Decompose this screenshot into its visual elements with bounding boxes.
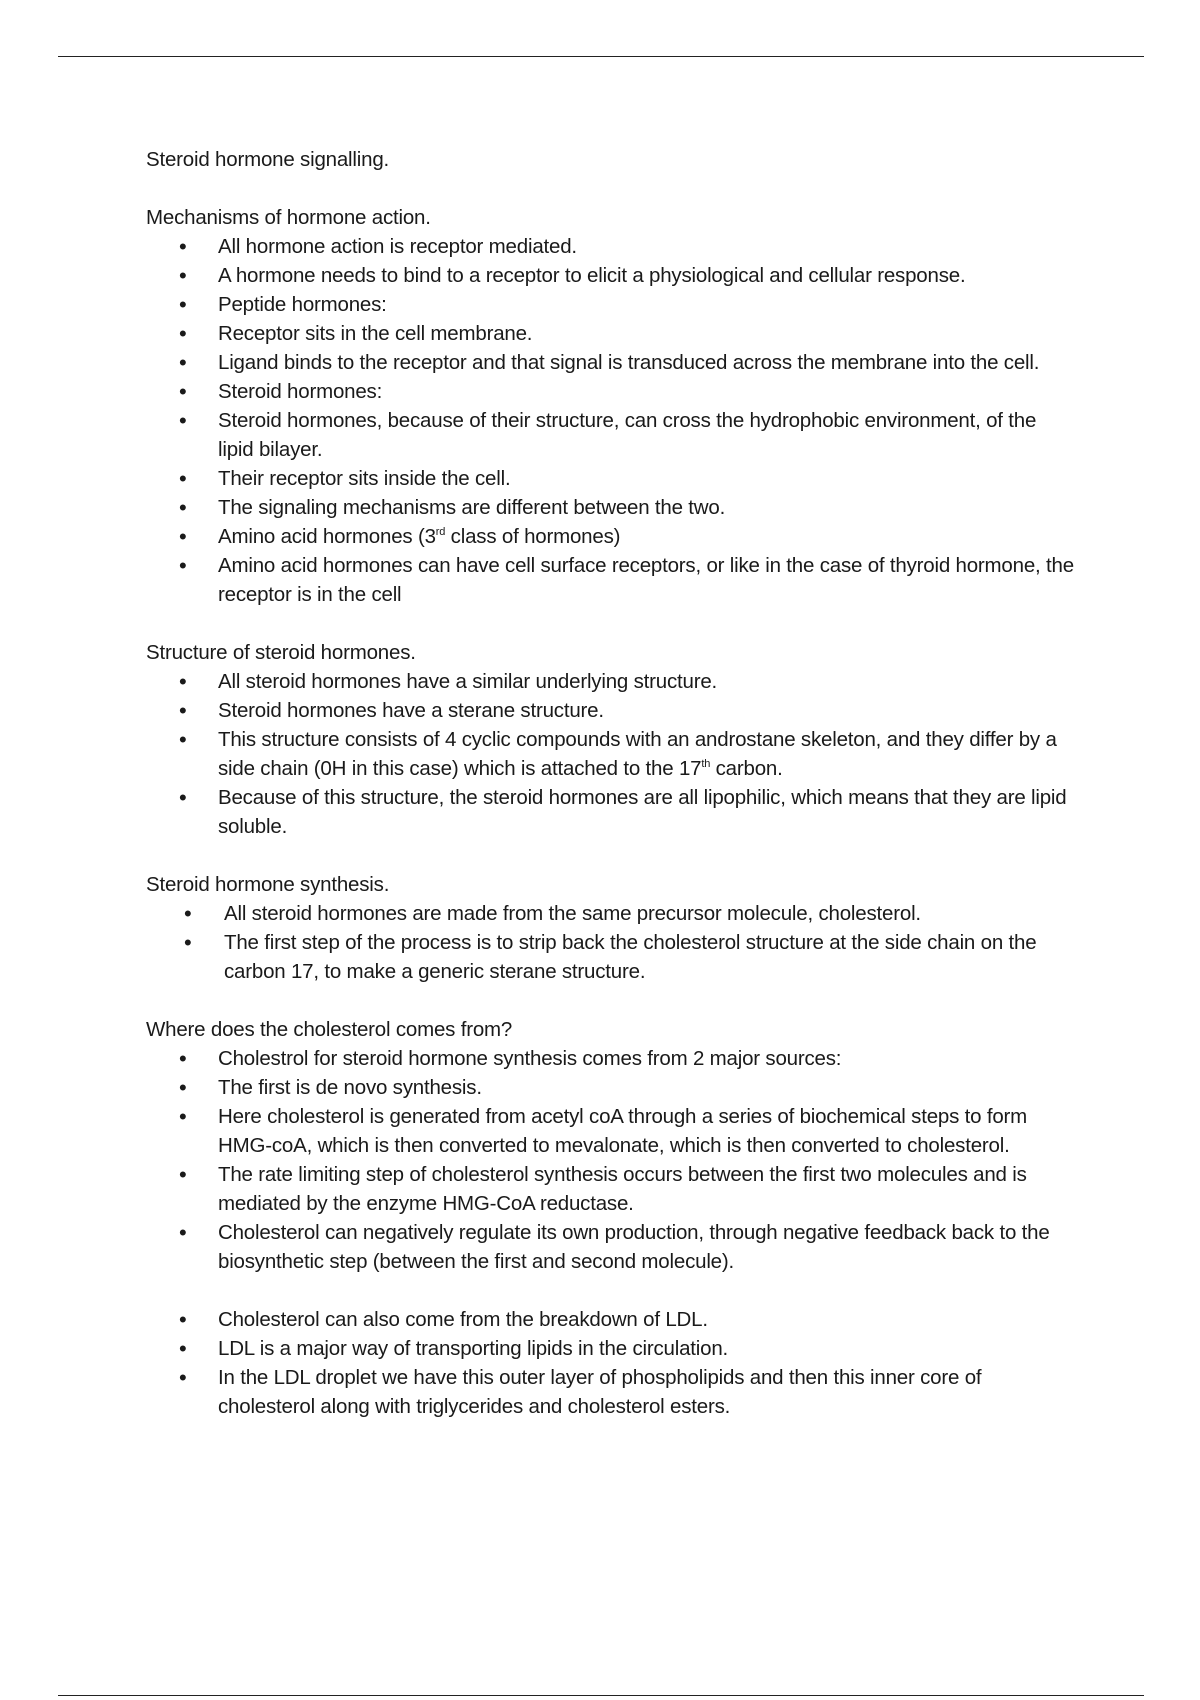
text-run: class of hormones): [445, 525, 621, 548]
list-item: • Peptide hormones:: [146, 290, 1076, 319]
list-item: • Steroid hormones:: [146, 377, 1076, 406]
document-title: Steroid hormone signalling.: [146, 148, 390, 171]
section-mechanisms: [146, 203, 1076, 609]
section-structure: [146, 638, 1076, 841]
section-heading: Mechanisms of hormone action.: [146, 206, 431, 229]
bullet-list: [146, 232, 1076, 609]
list-item: • LDL is a major way of transporting lipids in the circulation.: [146, 1334, 1076, 1363]
superscript: rd: [435, 526, 446, 539]
header-rule: [58, 56, 1144, 57]
list-item: • Receptor sits in the cell membrane.: [146, 319, 1076, 348]
list-item: • A hormone needs to bind to a receptor to elicit a physiological and cellular response.: [146, 261, 1076, 290]
list-item: • The first step of the process is to strip back the cholesterol structure at the side chain on the carbon 17, to make a generic sterane structure.: [146, 928, 1076, 986]
list-item: [146, 522, 1076, 551]
list-item: • Cholestrol for steroid hormone synthesis comes from 2 major sources:: [146, 1044, 1076, 1073]
list-item: • Their receptor sits inside the cell.: [146, 464, 1076, 493]
bullet-list: [146, 667, 1076, 841]
list-item: • All steroid hormones are made from the same precursor molecule, cholesterol.: [146, 899, 1076, 928]
list-item: • Steroid hormones, because of their structure, can cross the hydrophobic environment, of the lipid bilayer.: [146, 406, 1076, 464]
section-heading: Structure of steroid hormones.: [146, 641, 416, 664]
text-run: carbon.: [710, 757, 783, 780]
list-item: • All hormone action is receptor mediated.: [146, 232, 1076, 261]
section-synthesis: [146, 870, 1076, 986]
list-item: • Ligand binds to the receptor and that signal is transduced across the membrane into the cell.: [146, 348, 1076, 377]
list-item: [146, 725, 1076, 783]
spacer: [146, 1276, 1076, 1305]
list-item: • Here cholesterol is generated from acetyl coA through a series of biochemical steps to form HMG-coA, which is then converted to mevalonate, which is then converted to cholesterol.: [146, 1102, 1076, 1160]
section-heading: Steroid hormone synthesis.: [146, 873, 390, 896]
bullet-list: [146, 899, 1076, 986]
bullet-list: [146, 1044, 1076, 1276]
list-item: • The signaling mechanisms are different between the two.: [146, 493, 1076, 522]
list-item: • Steroid hormones have a sterane structure.: [146, 696, 1076, 725]
text-run: This structure consists of 4 cyclic compounds with an androstane skeleton, and they differ by a side chain (0H in this case) which is attached to the 17: [218, 728, 1057, 780]
section-cholesterol-source: [146, 1015, 1076, 1421]
text-run: Amino acid hormones (3: [218, 525, 436, 548]
superscript: th: [701, 758, 711, 771]
list-item: • The first is de novo synthesis.: [146, 1073, 1076, 1102]
list-item: • Amino acid hormones can have cell surface receptors, or like in the case of thyroid hormone, the receptor is in the cell: [146, 551, 1076, 609]
bullet-list: [146, 1305, 1076, 1421]
list-item: • Because of this structure, the steroid hormones are all lipophilic, which means that they are lipid soluble.: [146, 783, 1076, 841]
list-item: • Cholesterol can also come from the breakdown of LDL.: [146, 1305, 1076, 1334]
list-item: • The rate limiting step of cholesterol synthesis occurs between the first two molecules and is mediated by the enzyme HMG-CoA reductase.: [146, 1160, 1076, 1218]
list-item: • In the LDL droplet we have this outer layer of phospholipids and then this inner core of cholesterol along with triglycerides and cholesterol esters.: [146, 1363, 1076, 1421]
list-item: • Cholesterol can negatively regulate its own production, through negative feedback back to the biosynthetic step (between the first and second molecule).: [146, 1218, 1076, 1276]
document-body: [146, 145, 1076, 1450]
footer-rule: [58, 1695, 1144, 1696]
list-item: • All steroid hormones have a similar underlying structure.: [146, 667, 1076, 696]
section-heading: Where does the cholesterol comes from?: [146, 1018, 513, 1041]
